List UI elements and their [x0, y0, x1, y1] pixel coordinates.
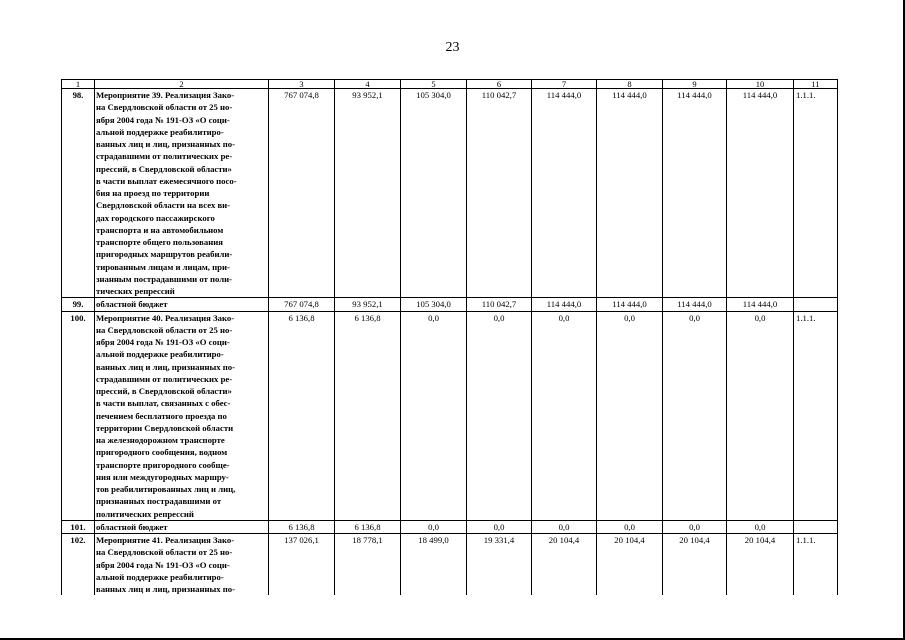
value-cell: 114 444,0: [597, 89, 663, 298]
header-cell: 3: [269, 80, 335, 89]
header-cell: 8: [597, 80, 663, 89]
header-cell: 10: [727, 80, 794, 89]
header-cell: 5: [401, 80, 467, 89]
row-number-cell: 98.: [62, 89, 95, 298]
description-line: на Свердловской области от 25 но-: [96, 547, 233, 558]
description-line: печением бесплатного проезда по: [96, 410, 227, 421]
description-line: в части выплат ежемесячного посо-: [96, 175, 237, 186]
value-cell: 105 304,0: [401, 298, 467, 311]
value-cell: 93 952,1: [335, 89, 401, 298]
value-cell: 767 074,8: [269, 298, 335, 311]
description-line: в части выплат, связанных с обес-: [96, 398, 231, 409]
value-cell: 110 042,7: [467, 89, 532, 298]
description-cell: [95, 534, 269, 596]
table-row: [62, 298, 838, 311]
description-line: прессий, в Свердловской области»: [96, 163, 232, 174]
value-cell: 114 444,0: [532, 89, 597, 298]
description-cell: [95, 520, 269, 533]
target-code-cell: [794, 520, 838, 533]
description-line: транспорта и на автомобильном: [96, 224, 224, 235]
row-number-cell: 102.: [62, 534, 95, 596]
value-cell: 6 136,8: [335, 520, 401, 533]
description-line: тированным лицам и лицам, при-: [96, 261, 230, 272]
row-number-cell: 100.: [62, 311, 95, 520]
value-cell: 6 136,8: [335, 311, 401, 520]
value-cell: 93 952,1: [335, 298, 401, 311]
page-number: 23: [445, 40, 460, 55]
description-line: дах городского пассажирского: [96, 212, 215, 223]
row-number-cell: 101.: [62, 520, 95, 533]
value-cell: 0,0: [401, 311, 467, 520]
description-line: бия на проезд по территории: [96, 188, 210, 198]
value-cell: 18 778,1: [335, 534, 401, 596]
description-line: прессий, в Свердловской области»: [96, 386, 232, 396]
value-cell: 767 074,8: [269, 89, 335, 298]
value-cell: 0,0: [597, 311, 663, 520]
value-cell: 0,0: [663, 311, 727, 520]
description-line: на Свердловской области от 25 но-: [96, 324, 233, 335]
table-row: [62, 311, 838, 520]
value-cell: 114 444,0: [727, 298, 794, 311]
description-line: страдавшими от политических ре-: [96, 373, 233, 384]
value-cell: 0,0: [467, 311, 532, 520]
table-row: [62, 89, 838, 298]
description-line: транспорте пригородного сообще-: [96, 459, 230, 470]
target-code-cell: [794, 298, 838, 311]
description-line: на Свердловской области от 25 но-: [96, 102, 233, 113]
value-cell: 0,0: [532, 520, 597, 533]
description-line: тических репрессий: [96, 286, 175, 296]
header-cell: 7: [532, 80, 597, 89]
value-cell: 20 104,4: [727, 534, 794, 596]
value-cell: 114 444,0: [727, 89, 794, 298]
description-cell: [95, 311, 269, 520]
header-cell: 4: [335, 80, 401, 89]
description-line: областной бюджет: [96, 299, 168, 310]
description-line: тов реабилитированных лиц и лиц,: [96, 484, 236, 494]
value-cell: 18 499,0: [401, 534, 467, 596]
description-line: политических репрессий: [96, 508, 194, 519]
description-line: транспорте общего пользования: [96, 237, 223, 247]
header-cell: 11: [794, 80, 838, 89]
row-number-cell: 99.: [62, 298, 95, 311]
header-cell: 2: [95, 80, 269, 89]
description-line: альной поддержке реабилитиро-: [96, 126, 224, 137]
description-line: знанным пострадавшими от поли-: [96, 273, 233, 284]
target-code-cell: 1.1.1.: [794, 89, 838, 298]
table-header-row: [62, 80, 838, 89]
description-line: Мероприятие 40. Реализация Зако-: [96, 312, 235, 323]
description-line: Свердловской области на всех ви-: [96, 200, 231, 211]
value-cell: 20 104,4: [532, 534, 597, 596]
value-cell: 0,0: [532, 311, 597, 520]
description-cell: [95, 298, 269, 311]
description-line: признанных пострадавшими от: [96, 496, 222, 507]
table-row: [62, 520, 838, 533]
description-cell: [95, 89, 269, 298]
table-row: [62, 534, 838, 596]
description-line: Мероприятие 41. Реализация Зако-: [96, 535, 235, 545]
value-cell: 105 304,0: [401, 89, 467, 298]
value-cell: 0,0: [401, 520, 467, 533]
description-line: ября 2004 года № 191-ОЗ «О соци-: [96, 337, 230, 347]
description-line: Мероприятие 39. Реализация Зако-: [96, 90, 235, 100]
description-line: альной поддержке реабилитиро-: [96, 571, 224, 582]
value-cell: 114 444,0: [532, 298, 597, 311]
description-line: ванных лиц и лиц, признанных по-: [96, 361, 236, 372]
value-cell: 6 136,8: [269, 311, 335, 520]
budget-table: [61, 79, 838, 595]
value-cell: 114 444,0: [663, 89, 727, 298]
description-line: альной поддержке реабилитиро-: [96, 349, 224, 360]
value-cell: 6 136,8: [269, 520, 335, 533]
value-cell: 114 444,0: [597, 298, 663, 311]
value-cell: 0,0: [597, 520, 663, 533]
description-line: ября 2004 года № 191-ОЗ «О соци-: [96, 559, 230, 570]
target-code-cell: 1.1.1.: [794, 534, 838, 596]
value-cell: 0,0: [727, 520, 794, 533]
value-cell: 0,0: [663, 520, 727, 533]
target-code-cell: 1.1.1.: [794, 311, 838, 520]
header-cell: 1: [62, 80, 95, 89]
description-line: ября 2004 года № 191-ОЗ «О соци-: [96, 114, 230, 125]
description-line: страдавшими от политических ре-: [96, 151, 233, 162]
value-cell: 114 444,0: [663, 298, 727, 311]
value-cell: 137 026,1: [269, 534, 335, 596]
description-line: пригородного сообщения, водном: [96, 447, 228, 458]
value-cell: 110 042,7: [467, 298, 532, 311]
value-cell: 19 331,4: [467, 534, 532, 596]
description-line: на железнодорожном транспорте: [96, 435, 225, 445]
value-cell: 0,0: [727, 311, 794, 520]
description-line: областной бюджет: [96, 521, 168, 532]
value-cell: 0,0: [467, 520, 532, 533]
header-cell: 6: [467, 80, 532, 89]
value-cell: 20 104,4: [663, 534, 727, 596]
description-line: ния или междугородных маршру-: [96, 471, 229, 482]
description-line: пригородных маршрутов реабили-: [96, 249, 233, 260]
description-line: ванных лиц и лиц, признанных по-: [96, 584, 236, 594]
description-line: территории Свердловской области: [96, 422, 234, 433]
header-cell: 9: [663, 80, 727, 89]
value-cell: 20 104,4: [597, 534, 663, 596]
description-line: ванных лиц и лиц, признанных по-: [96, 139, 236, 149]
